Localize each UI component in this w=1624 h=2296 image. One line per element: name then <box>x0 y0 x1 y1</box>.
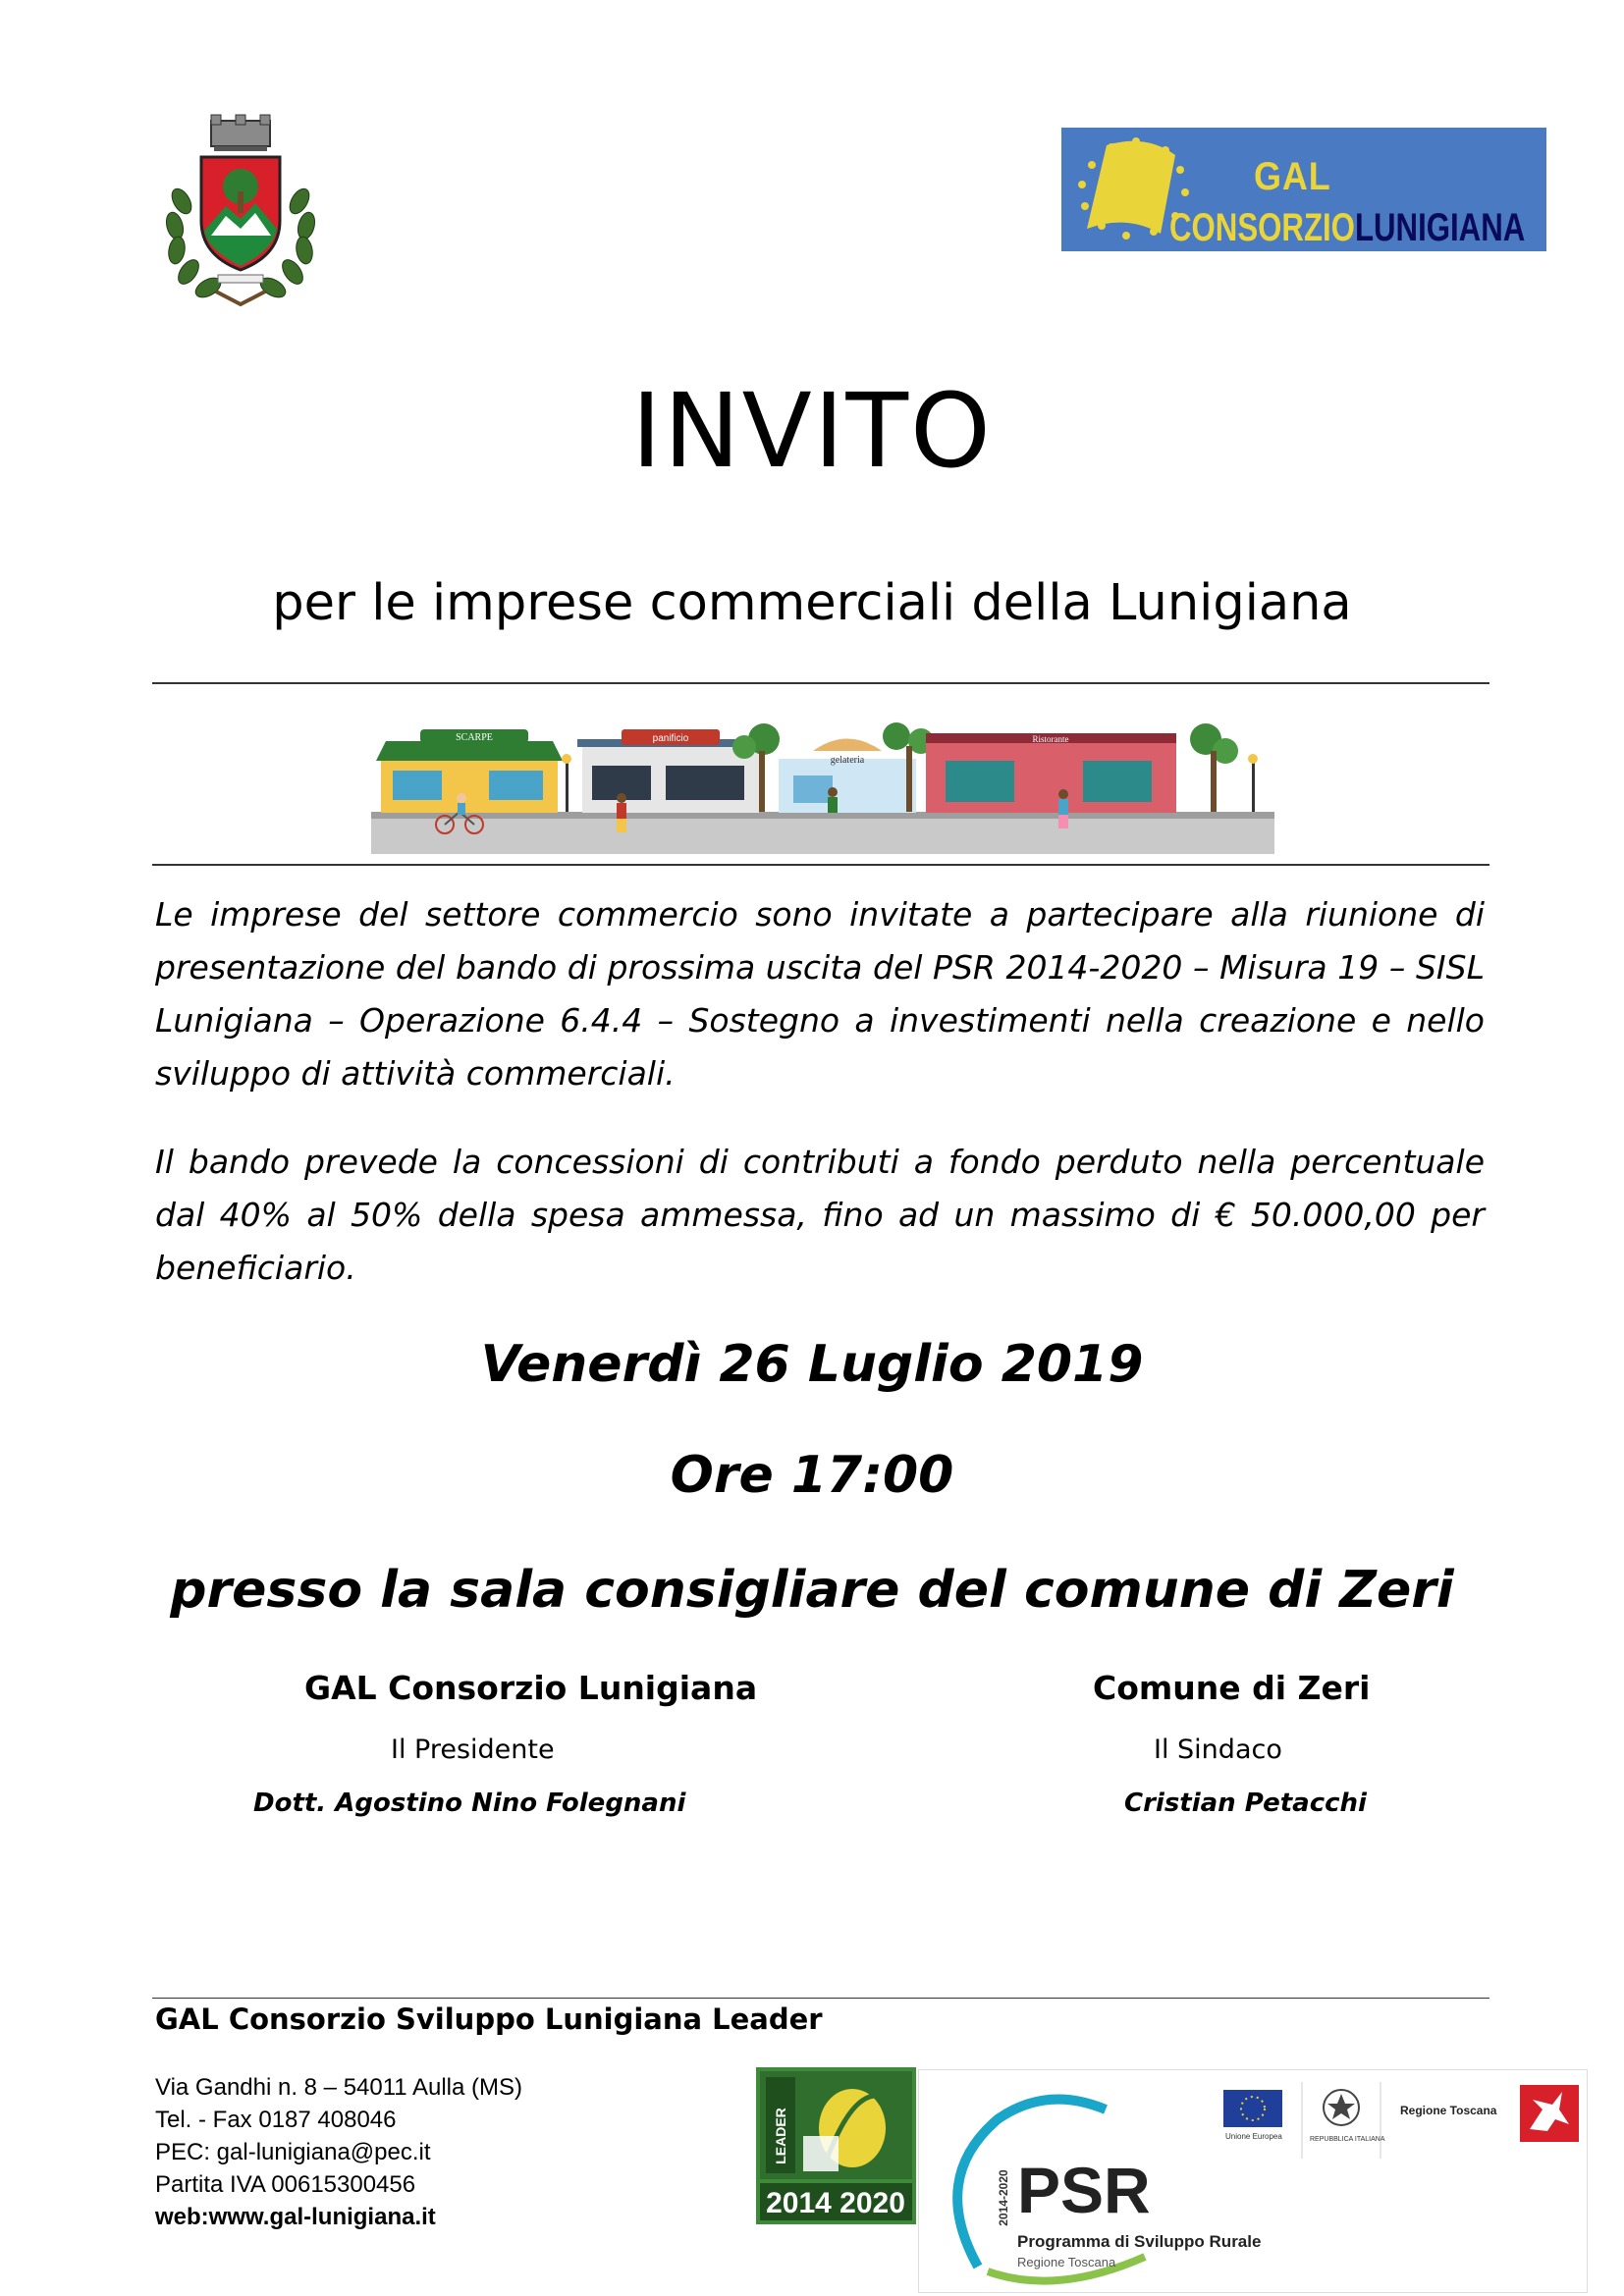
signature-right-role: Il Sindaco <box>1154 1735 1282 1765</box>
footer-pec-email[interactable]: PEC: gal-lunigiana@pec.it <box>155 2139 431 2165</box>
psr-region: Regione Toscana <box>1017 2255 1116 2269</box>
footer-vat-number: Partita IVA 00615300456 <box>155 2171 416 2198</box>
sign-ristorante: Ristorante <box>1032 734 1069 744</box>
leader-logo-years: 2014 2020 <box>766 2187 905 2219</box>
shop-street-illustration <box>371 721 1274 854</box>
gal-logo-consorzio: CONSORZIO <box>1169 206 1355 249</box>
psr-logo <box>918 2069 1588 2293</box>
psr-acronym: PSR <box>1017 2154 1151 2226</box>
signature-left-org: GAL Consorzio Lunigiana <box>304 1669 758 1707</box>
municipal-crest-logo <box>157 113 324 314</box>
signature-left-role: Il Presidente <box>391 1735 555 1765</box>
toscana-label: Regione Toscana <box>1400 2104 1497 2117</box>
italy-label: REPUBBLICA ITALIANA <box>1310 2136 1385 2143</box>
signature-left-name: Dott. Agostino Nino Folegnani <box>253 1789 686 1818</box>
event-place: presso la sala consigliare del comune di Zeri <box>170 1561 1454 1620</box>
event-date: Venerdì 26 Luglio 2019 <box>480 1335 1144 1394</box>
gal-logo-lunigiana: LUNIGIANA <box>1354 206 1526 249</box>
leader-logo <box>756 2067 916 2224</box>
event-time: Ore 17:00 <box>670 1446 954 1505</box>
leader-logo-text: LEADER <box>773 2108 788 2164</box>
footer-divider <box>152 1998 1489 1999</box>
gal-consorzio-lunigiana-logo <box>1061 128 1546 251</box>
page-title: INVITO <box>631 371 993 491</box>
eu-flag-icon <box>1223 2090 1282 2127</box>
signature-right-name: Cristian Petacchi <box>1124 1789 1367 1818</box>
gal-logo-line2 <box>1169 206 1525 250</box>
eu-label: Unione Europea <box>1225 2132 1282 2141</box>
sign-scarpe: SCARPE <box>456 732 493 743</box>
funding-paragraph: Il bando prevede la concessioni di contributi a fondo perduto nella percentuale dal 40% al 50% della spesa ammessa, fino ad un massimo di € 50.000,00 per beneficiario. <box>155 1143 1485 1287</box>
gal-logo-line1: GAL <box>1254 155 1331 198</box>
divider <box>152 864 1489 866</box>
footer-phone: Tel. - Fax 0187 408046 <box>155 2107 397 2133</box>
sign-gelateria: gelateria <box>830 755 865 766</box>
footer-website-link[interactable]: web:www.gal-lunigiana.it <box>155 2204 436 2230</box>
signature-right-org: Comune di Zeri <box>1093 1669 1371 1707</box>
footer-org-name: GAL Consorzio Sviluppo Lunigiana Leader <box>155 2002 823 2036</box>
psr-name: Programma di Sviluppo Rurale <box>1017 2232 1262 2251</box>
footer-address: Via Gandhi n. 8 – 54011 Aulla (MS) <box>155 2074 523 2101</box>
psr-years: 2014-2020 <box>997 2169 1010 2226</box>
divider <box>152 682 1489 684</box>
sign-panificio: panificio <box>652 733 689 744</box>
intro-paragraph: Le imprese del settore commercio sono invitate a partecipare alla riunione di presentazione del bando di prossima uscita del PSR 2014-2020 – Misura 19 – SISL Lunigiana – Operazione 6.4.4 – Sostegno a investimenti nella creazione e nello sviluppo di attività commerciali. <box>155 895 1485 1093</box>
page-subtitle: per le imprese commerciali della Lunigiana <box>272 574 1352 632</box>
